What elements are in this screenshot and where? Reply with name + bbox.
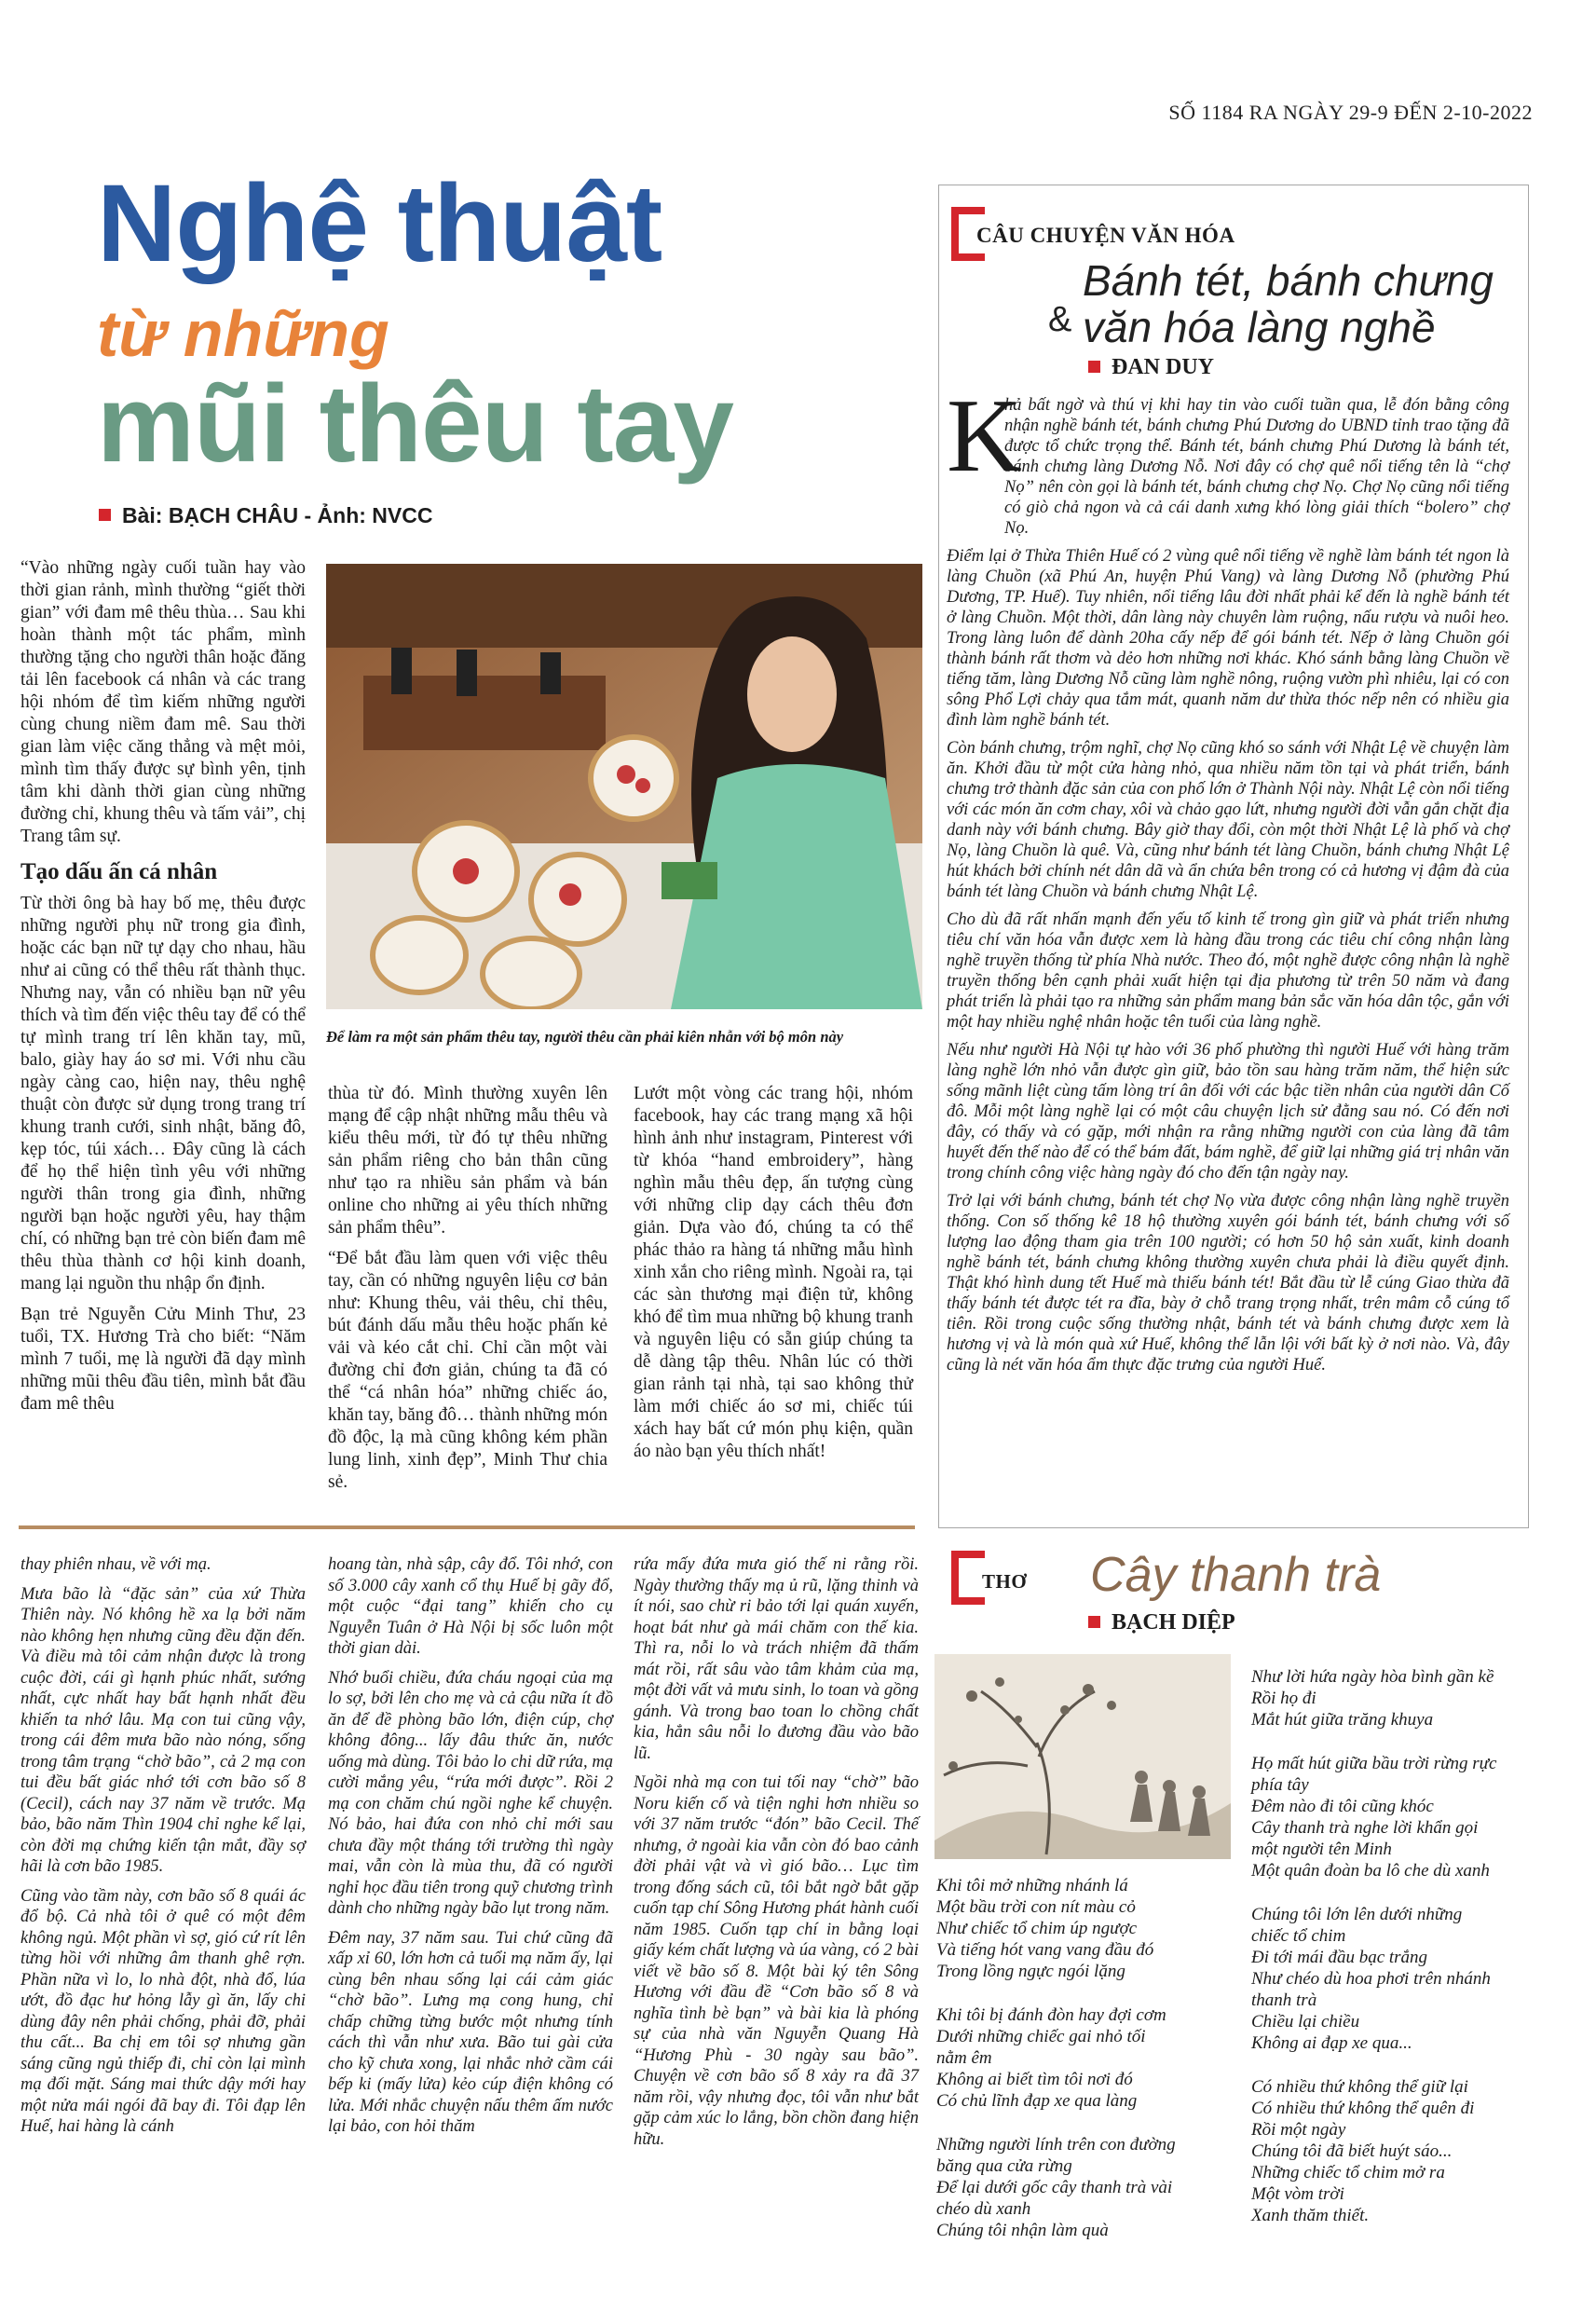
story-column-2	[328, 1554, 613, 2146]
story-paragraph: Ngồi nhà mạ con tui tối nay “chờ” bão Noru kiến cố và tiện nghi hơn nhiều so với 37 năm trước “đón” bão Cecil. Thế nhưng, ở ngoài kia vẫn còn đó bao cảnh đời phải vật và vì gió bão… Lục tìm trong đống sách cũ, tôi bắt ngờ bắt gặp cuốn tạp chí Sông Hương phát hành cuối năm 1985. Cuốn tạp chí in bằng loại giấy kém chất lượng và úa vàng, có 2 bài viết về bão số 8. Một bài ký tên Sông Hương với đầu đề “Cơn bão số 8 và nghĩa tình bè bạn” và bài kia là phóng sự của nhà văn Nguyễn Quang Hà “Hương Phù - 30 ngày sau bão”. Chuyện về cơn bão số 8 xảy ra đã 37 năm rồi, vậy nhưng đọc, tôi vẫn như bắt gặp cảm xúc lo lắng, bồn chồn đang hiện hữu.	[634, 1773, 919, 2149]
story-column-1	[20, 1554, 306, 2146]
article-paragraph: thùa từ đó. Mình thường xuyên lên mạng để cập nhật những mẫu thêu và kiểu thêu mới, từ đó tự thêu những sản phẩm riêng cho bản thân cũng như tạo ra nhiều sản phẩm và bán online cho những ai yêu thích những sản phẩm thêu”.	[328, 1084, 607, 1238]
poem-stanza-5: Những người lính trên con đường băng qua cửa rừng Để lại dưới gốc cây thanh trà vài chéo dù xanh Chúng tôi nhận làm quà	[936, 2135, 1176, 2240]
sidebar-title-line-2: văn hóa làng nghề	[1083, 303, 1436, 351]
article-title-line-1: Nghệ thuật	[97, 162, 662, 285]
article-title-line-3: mũi thêu tay	[97, 363, 733, 486]
issue-line: SỐ 1184 RA NGÀY 29-9 ĐẾN 2-10-2022	[1168, 101, 1533, 124]
article-paragraph: Bạn trẻ Nguyễn Cửu Minh Thư, 23 tuổi, TX. Hương Trà cho biết: “Năm mình 7 tuổi, mẹ là người đã dạy mình những mũi thêu đầu tiên, mình bắt đầu đam mê thêu	[20, 1305, 306, 1414]
article-byline	[99, 503, 432, 528]
sidebar-title-line-1: Bánh tét, bánh chưng	[1083, 256, 1494, 305]
story-paragraph: Cũng vào tầm này, cơn bão số 8 quái ác đổ bộ. Cả nhà tôi ở quê có một đêm không ngủ. Một phần vì sợ, gió cứ rít lên từng hồi với những âm thanh ghê rợn. Phần nữa vì lo, lo nhà đột, nhà đổ, lúa ướt, đồ đạc hư hỏng lẫy gì ăn, lấy chi dùng đây nên phải chống, phải đỡ, phải thu cất... Ba chị em tôi sợ nhưng gần sáng cũng ngủ thiếp đi, chỉ còn lại mình mạ đối mặt. Sáng mai thức dậy mới hay một nửa mái ngói đã bay đi. Tôi đạp lên Huế, hai hàng là cánh	[20, 1886, 306, 2136]
sidebar-paragraph: Nếu như người Hà Nội tự hào với 36 phố phường thì người Huế với hàng trăm làng nghề lớn nhỏ vẫn được gìn giữ, bảo tồn sau hàng trăm năm, thể hiện sức sống mãnh liệt cùng tấm lòng trí ân đối với các bậc tiền nhân của người dân Cố đô. Mỗi một làng nghề lại có một câu chuyện lịch sử đằng sau nó. Có đến nơi đây, có thấy và có gặp, mới nhận ra rằng những người con của làng đã tâm huyết đến thế nào để có thể bám đất, bám nghề, để giữ lại những giá trị nhân văn trong chính công việc hàng ngày đó cho đến tận ngày nay.	[947, 1041, 1509, 1183]
red-square-icon	[99, 509, 111, 521]
article-title-line-2: từ những	[97, 297, 389, 370]
story-column-3	[634, 1554, 919, 2158]
poem-stanza-2: Họ mất hút giữa bầu trời rừng rực phía tây Đêm nào đi tôi cũng khóc Cây thanh trà nghe lời khẩn gọi một người tên Minh Một quân đoàn ba lô che dù xanh	[1251, 1754, 1497, 1881]
tag-bracket-icon	[951, 1551, 985, 1605]
section-divider	[19, 1525, 915, 1529]
poem-left-column	[936, 1875, 1235, 2264]
article-paragraph: Lướt một vòng các trang hội, nhóm facebook, hay các trang mạng xã hội hình ảnh như instagram, Pinterest với từ khóa “hand embroidery”, hàng nghìn mẫu thêu đẹp, ấn tượng cùng với những clip dạy cách thêu đơn giản. Dựa vào đó, chúng ta có thể phác thảo ra hàng tá những mẫu hình xinh xắn cho riêng mình. Ngoài ra, tại các sàn thương mại điện tử, không khó để tìm mua những bộ khung tranh và nguyên liệu có sẵn giúp chúng ta dễ dàng tập thêu. Nhân lúc có thời gian rảnh tại nhà, tại sao không thử làm mới chiếc áo sơ mi, chiếc túi xách hay bất cứ món phụ kiện, quần áo nào bạn yêu thích nhất!	[634, 1084, 913, 1461]
sidebar-paragraph: Cho dù đã rất nhấn mạnh đến yếu tố kinh tế trong gìn giữ và phát triển nhưng tiêu chí văn hóa vẫn được xem là hàng đầu trong các tiêu chí công nhận làng nghề truyền thống từ phía Nhà nước. Theo đó, một nghề được công nhận là nghề truyền thống bên cạnh phải xuất hiện tại địa phương từ trên 50 năm và đang phát triển là phải tạo ra những sản phẩm mang bản sắc văn hóa dân tộc, gắn với một hay nhiều nghệ nhân hoặc tên tuổi của làng nghề.	[947, 910, 1509, 1032]
story-paragraph: rứa mấy đứa mưa gió thế ni rằng rồi. Ngày thường thấy mạ ủ rũ, lặng thinh và ít nói, sao chừ ri bảo tới lại quán xuyến, hoạt bát như gà mái chăm con thế kia. Thì ra, nỗi lo và trách nhiệm đã thấm mát rồi, rất sâu vào tâm khảm của mạ, một đời vất vả mưu sinh, lo toan và gồng gánh. Và trong bao toan lo chồng chất kia, hẳn sâu nỗi lo đương đầu vào bão lũ.	[634, 1555, 919, 1763]
sidebar-paragraph: hả bất ngờ và thú vị khi hay tin vào cuối tuần qua, lễ đón bằng công nhận nghề bánh tét, bánh chưng Phú Dương do UBND tỉnh trao tặng đã được tổ chức trọng thể. Bánh tét, bánh chưng Phú Dương là bánh tét, bánh chưng làng Dương Nỗ. Nơi đây có chợ quê nổi tiếng tên là “chợ Nọ” nên còn gọi là bánh tét, bánh chưng chợ Nọ. Chợ Nọ cũng nổi tiếng có giò chả ngon và cả cái danh xưng khó lòng giải thích “bolero” chợ Nọ.	[1004, 396, 1509, 538]
sidebar-paragraph: Điểm lại ở Thừa Thiên Huế có 2 vùng quê nổi tiếng về nghề làm bánh tét ngon là làng Chuồn (xã Phú An, huyện Phú Vang) và làng Dương Nỗ (phường Phú Dương, TP. Huế). Tuy nhiên, nổi tiếng lâu đời nhất phải kể đến là nghề bánh tét ở làng Chuồn. Một thời, dân làng này chuyên làm ruộng, nấu rượu và nuôi heo. Trong làng luôn để dành 20ha cấy nếp để gói bánh tét. Nếp ở làng Chuồn gói thành bánh rất thơm và dẻo hơn những nơi khác. Khó sánh bằng làng Chuồn về tiếng tăm, làng Dương Nỗ cũng làm nghề nông, ruộng vườn phì nhiêu, lại có con sông Phổ Lợi chảy qua tắm mát, quanh năm dư thừa thóc nếp nên có nhiều gia đình làm nghề bánh tét.	[947, 547, 1509, 730]
photo-caption: Để làm ra một sản phẩm thêu tay, người thêu cần phải kiên nhẫn với bộ môn này	[326, 1028, 844, 1046]
red-square-icon	[1088, 1616, 1100, 1628]
poem-author-text: BẠCH DIỆP	[1112, 1610, 1235, 1635]
drop-cap: K	[947, 378, 1022, 494]
story-paragraph: thay phiên nhau, về với mạ.	[20, 1555, 211, 1574]
article-intro: “Vào những ngày cuối tuần hay vào thời gian rảnh, mình thường “giết thời gian” với đam mê thêu thùa… Sau khi hoàn thành một tác phẩm, mình thường tặng cho người thân hoặc đăng tải lên facebook cá nhân và các trang hội nhóm để tìm kiếm những người cùng chung niềm đam mê. Sau thời gian làm việc căng thẳng và mệt mỏi, mình tìm thấy được sự bình yên, tịnh tâm khi dành thời gian cùng những đường chỉ, khung thêu và tấm vải”, chị Trang tâm sự.	[20, 558, 306, 846]
sidebar-tag: CÂU CHUYỆN VĂN HÓA	[976, 224, 1235, 247]
red-square-icon	[1088, 361, 1100, 373]
article-subhead: Tạo dấu ấn cá nhân	[20, 859, 218, 884]
sidebar-body	[947, 395, 1509, 1383]
poem-right-column	[1251, 1666, 1531, 2249]
story-paragraph: hoang tàn, nhà sập, cây đổ. Tôi nhớ, con số 3.000 cây xanh cổ thụ Huế bị gãy đổ, một cuộc “đại tang” khiến cho cụ Nguyễn Tuân ở Hà Nội bị sốc luôn một thời gian dài.	[328, 1555, 613, 1658]
story-paragraph: Mưa bão là “đặc sản” của xứ Thừa Thiên này. Nó không hề xa lạ bởi năm nào không hẹn nhưng cũng đều đặn đến. Và điều mà tôi cảm nhận được là trong cuộc đời, cái gì hạnh phúc nhất, sướng nhất, cực nhất hay bất hạnh nhất đều khiến ta nhớ lâu. Mạ con tui cũng vậy, trong cái đêm mưa bão nào nóng, sống trong tâm trạng “chờ bão”, cả 2 mạ con tui đều bất giác nhớ tới cơn bão số 8 (Cecil), cách nay 37 năm về trước. Mạ bảo, bão năm Thìn 1904 chỉ nghe kể lại, còn đời mạ chứng kiến tận mắt, đầy sợ hãi là cơn bão 1985.	[20, 1584, 306, 1876]
article-photo	[326, 564, 922, 1009]
story-paragraph: Nhớ buổi chiều, đứa cháu ngoại của mạ lo sợ, bởi lên cho mẹ và cả cậu nữa ít đồ ăn để đề phòng bão lớn, điện cúp, chợ không đông... lấy đâu thức ăn, nước uống mà dùng. Tôi bảo lo chi dữ rứa, mạ cười mắng yêu, “rứa mới được”. Rồi 2 mạ con chăm chú ngồi nghe kể chuyện. Nó bảo, hai đứa con nhỏ chỉ mới sau chưa đầy một tháng tới trường thì ngày mai, vẫn còn là mùa thu, đã có người nghỉ học đầu tiên trong quỹ chương trình dành cho những ngày bão lụt trong năm.	[328, 1668, 613, 1918]
article-column-1	[20, 557, 306, 1424]
author-text: ĐAN DUY	[1112, 355, 1214, 379]
sidebar-title	[1083, 257, 1494, 350]
sidebar-paragraph: Còn bánh chưng, trộm nghĩ, chợ Nọ cũng khó so sánh với Nhật Lệ về chuyện làm ăn. Khởi đầu từ một cửa hàng nhỏ, qua nhiều năm tồn tại và phát triển, bánh chưng trở thành đặc sản của con phố lớn ở Thành Nội này. Nhật Lệ còn nổi tiếng với các món ăn cơm chay, xôi và chảo gạo lứt, nhưng người đời vẫn gắn chặt địa danh này với bánh chưng. Bây giờ thay đổi, còn một thời Nhật Lệ là phố và chợ Nọ, làng Chuồn là quê. Và, cũng như bánh tét làng Chuồn, bánh chưng Nhật Lệ hút khách bởi chính nét dân dã và ẩn chứa bên trong có cả hương vị đậm đà của bánh tét làng Chuồn và bánh chưng Nhật Lệ.	[947, 739, 1509, 901]
article-column-2	[328, 1083, 607, 1502]
poem-stanza-1: Như lời hứa ngày hòa bình gần kề Rồi họ đi Mắt hút giữa trăng khuya	[1251, 1667, 1494, 1730]
story-paragraph: Đêm nay, 37 năm sau. Tui chứ cũng đã xấp xỉ 60, lớn hơn cả tuổi mạ năm ấy, lại cùng bên nhau sống lại cái cảm giác “chờ bão”. Lưng mạ cong hung, chỉ chấp chững từng bước một nhưng tính cách thì vẫn như xưa. Bão tui gài cửa cho kỹ chưa xong, lại nhắc nhở cầm cái bếp ki (mấy lửa) kẻo cúp điện không có lửa. Mới nhắc chuyện nấu thêm ấm nước lại bảo, con hỏi thăm	[328, 1928, 613, 2136]
article-paragraph: Từ thời ông bà hay bố mẹ, thêu được những người phụ nữ trong gia đình, hoặc các bạn nữ tự dạy cho nhau, hầu như ai cũng có thể thêu rất thành thục. Nhưng nay, vẫn có nhiều bạn nữ yêu thích và tìm đến việc thêu tay để có thể tự mình trang trí lên khăn tay, mũ, balo, giày hay áo sơ mi. Với nhu cầu ngày càng cao, hiện nay, thêu nghệ thuật còn được sử dụng trong trang trí khung tranh cưới, sinh nhật, băng đô, kẹp tóc, túi xách… Đây cũng là cách để họ thể hiện tình yêu với những người thân trong gia đình, những người bạn hoặc người yêu, hay thậm chí, có những bạn trẻ còn biến đam mê thêu thùa thành cơ hội kinh doanh, mang lại nguồn thu nhập ổn định.	[20, 894, 306, 1293]
poem-stanza-7: Có nhiều thứ không thể giữ lại Có nhiều thứ không thể quên đi Rồi một ngày Chúng tôi đã biết huýt sáo... Những chiếc tổ chim mở ra Một vòm trời Xanh thăm thiết.	[1251, 2077, 1475, 2225]
sidebar-paragraph: Trở lại với bánh chưng, bánh tét chợ Nọ vừa được công nhận làng nghề truyền thống. Con số thống kê 18 hộ thường xuyên gói bánh tét, bánh chưng với số lượng lao động tham gia trên 100 người; có hơn 50 hộ sản xuất, kinh doanh nghề bánh tét, bánh chưng không thường xuyên chưa phải là điều quyết định. Thật khó hình dung tết Huế mà thiếu bánh tét! Bắt đầu từ lễ cúng Giao thừa đã thấy bánh tét được tét ra đĩa, bày ở chỗ trang trọng nhất, trên mâm cỗ cúng tổ tiên. Rồi trong cuộc sống thường nhật, bánh tét và bánh chưng được xem là hương vị và là món quà xứ Huế, không thể lẫn lội với bất kỳ ở nơi nào. Và, đây cũng là nét văn hóa ẩm thực đặc trưng của người Huế.	[947, 1192, 1509, 1375]
poem-tag: THƠ	[982, 1570, 1028, 1593]
byline-text: Bài: BẠCH CHÂU - Ảnh: NVCC	[122, 503, 433, 527]
title-ampersand: &	[1048, 300, 1072, 339]
article-column-3	[634, 1083, 913, 1471]
poem-stanza-3: Khi tôi mở những nhánh lá Một bầu trời con nít màu cỏ Như chiếc tổ chim úp ngược Và tiếng hót vang vang đầu đó Trong lồng ngực ngói lặng	[936, 1876, 1154, 1981]
poem-author	[1088, 1610, 1235, 1635]
poem-stanza-4: Khi tôi bị đánh đòn hay đợi cơm Dưới những chiếc gai nhỏ tối nằm êm Không ai biết tìm tôi nơi đó Có chủ lĩnh đạp xe qua làng	[936, 2005, 1166, 2111]
sidebar-author	[1088, 355, 1214, 380]
poem-illustration	[934, 1654, 1231, 1859]
article-paragraph: “Để bắt đầu làm quen với việc thêu tay, cần có những nguyên liệu cơ bản như: Khung thêu, vải thêu, chỉ thêu, bút đánh dấu mẫu thêu hoặc phấn kẻ vải và kéo cắt chỉ. Chỉ cần một vài đường chỉ đơn giản, chúng ta đã có thể “cá nhân hóa” những chiếc áo, khăn tay, băng đô… thành những món đồ độc, lạ mà cũng không kém phần lung linh, xinh đẹp”, Minh Thư chia sẻ.	[328, 1249, 607, 1492]
poem-title: Cây thanh trà	[1090, 1548, 1382, 1602]
poem-stanza-6: Chúng tôi lớn lên dưới những chiếc tổ chim Đi tới mái đầu bạc trắng Như chéo dù hoa phơi trên nhánh thanh trà Chiều lại chiều Không ai đạp xe qua...	[1251, 1905, 1491, 2053]
